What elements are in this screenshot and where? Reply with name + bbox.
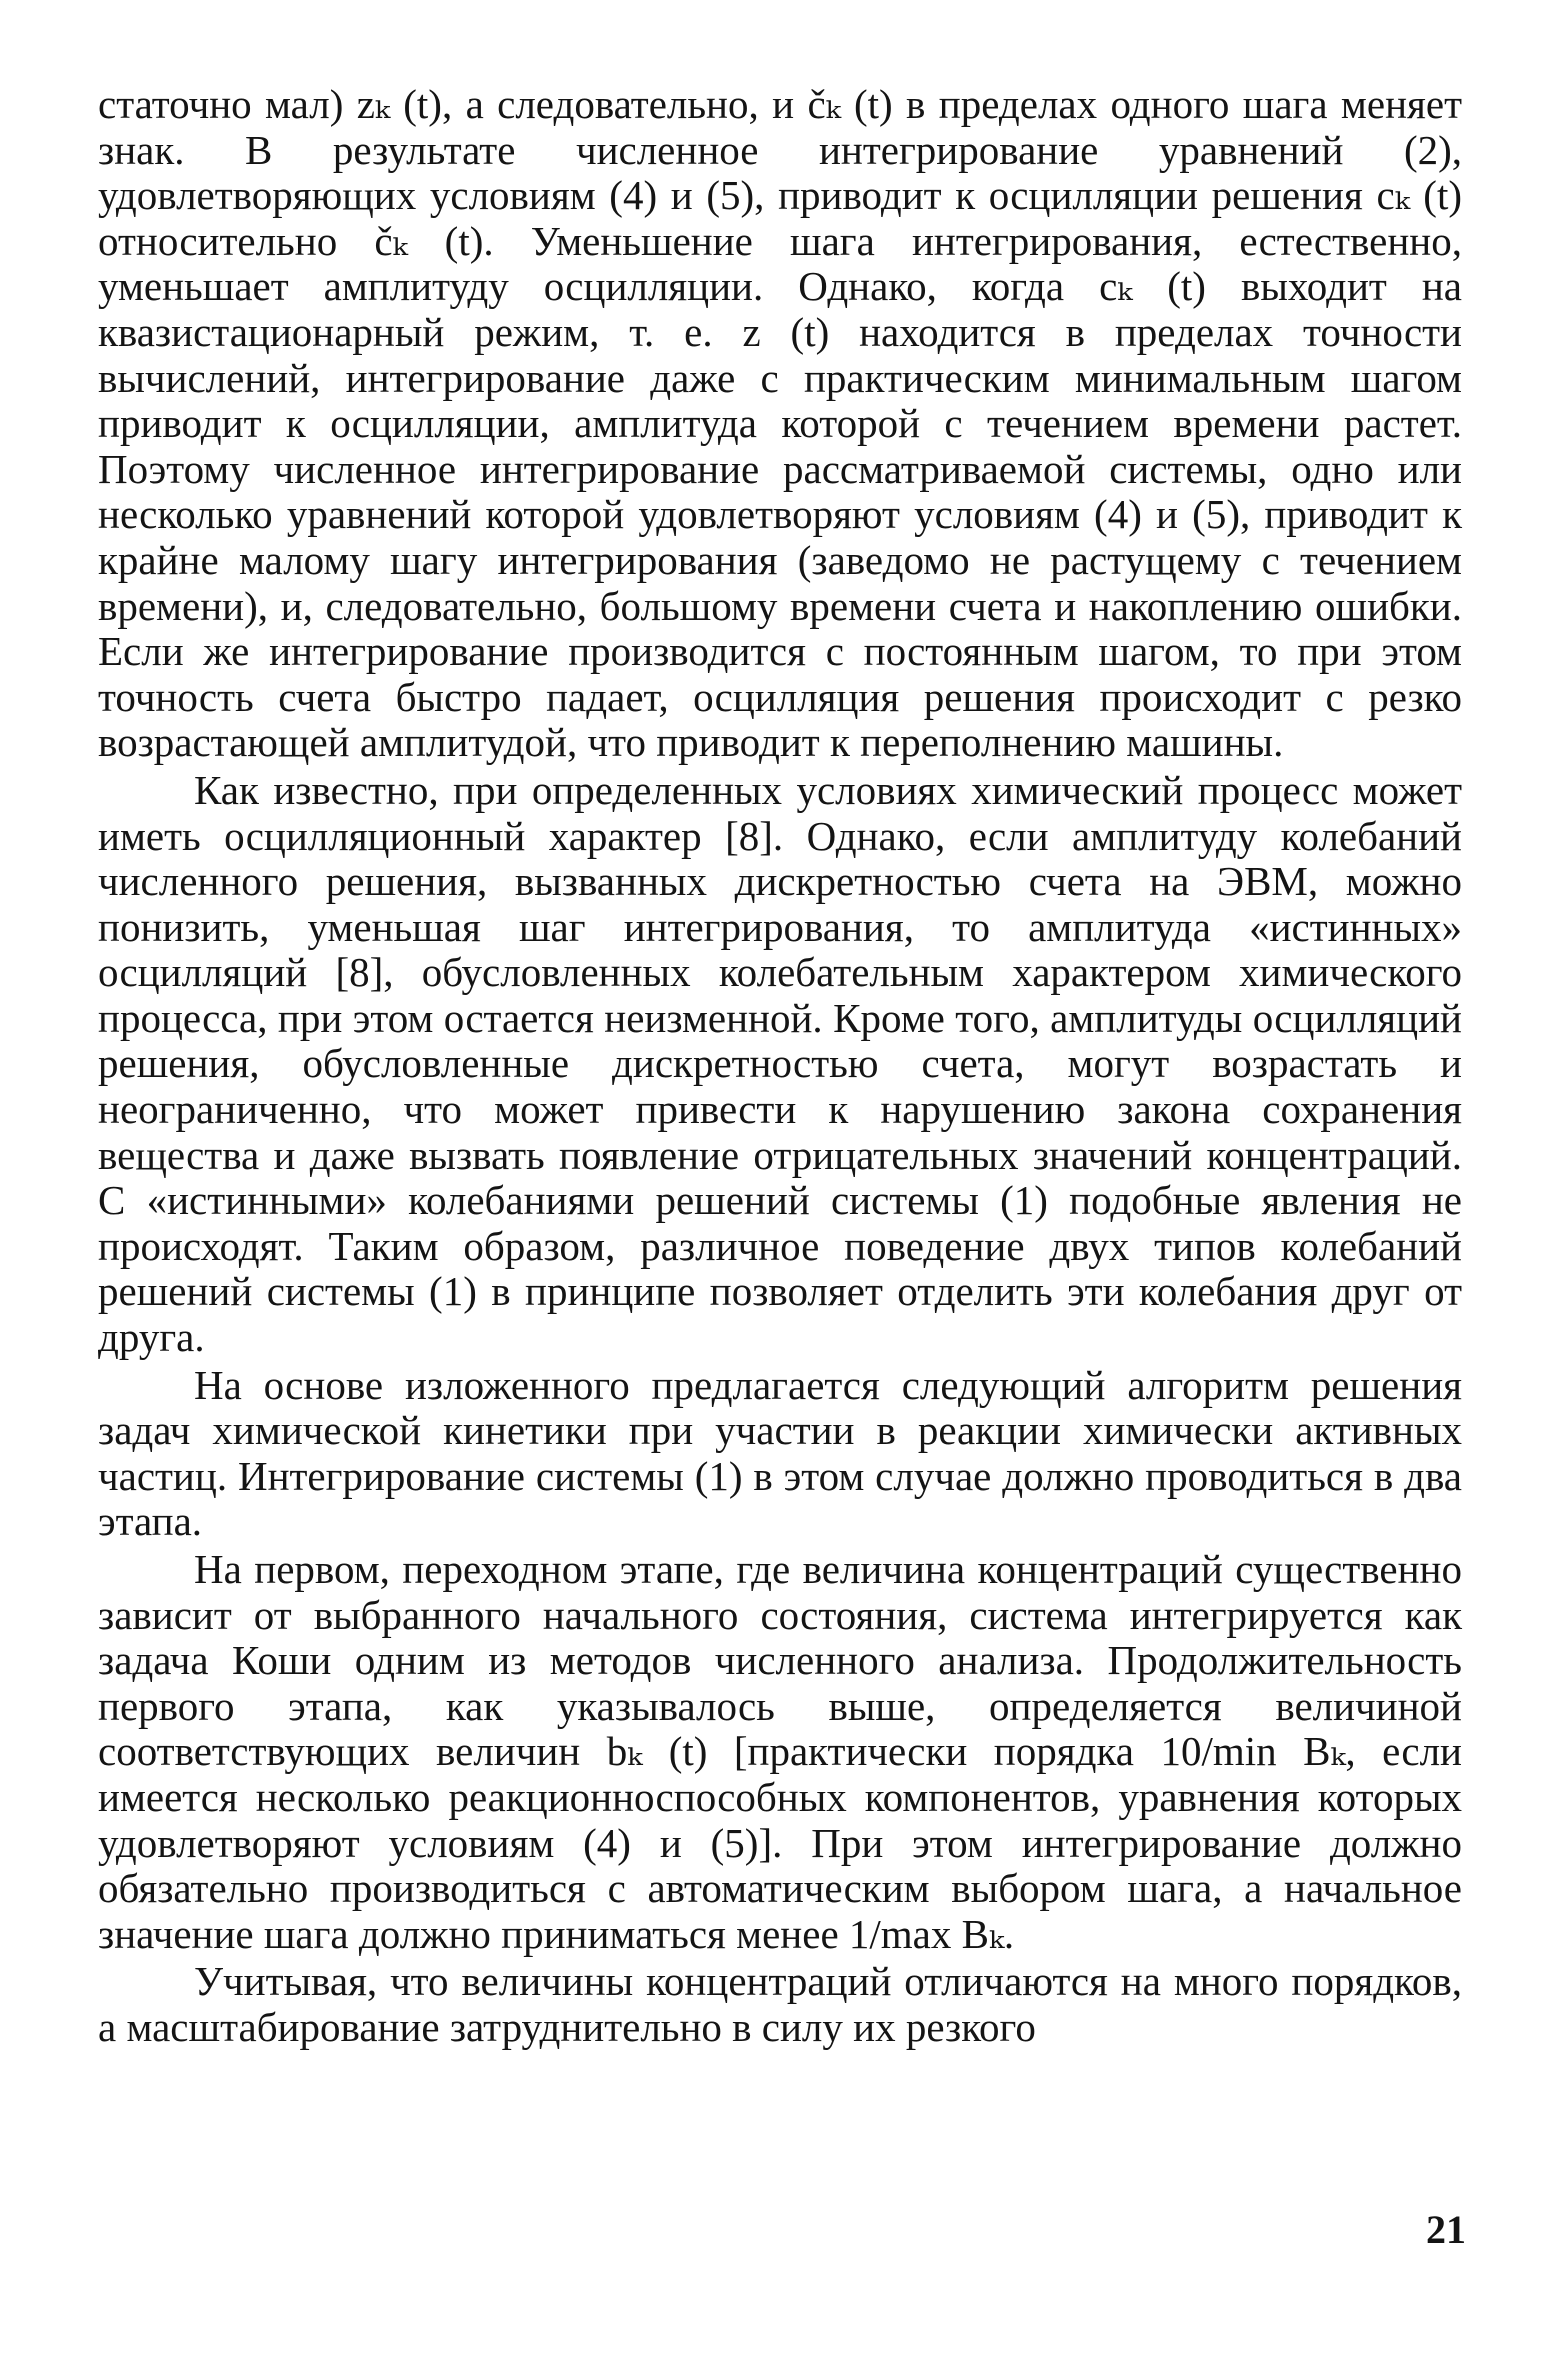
paragraph-1: статочно мал) zₖ (t), а следовательно, и čₖ (t) в пределах одного шага меняет знак. В результате численное интегрирование уравнений (2), удовлетворяющих условиям (4) и (5), приводит к осцилляции решения cₖ (t) относительно čₖ (t). Уменьшение шага интегрирования, естественно, уменьшает амплитуду осцилляции. Однако, когда cₖ (t) выходит на квазистационарный режим, т. е. z (t) находится в пределах точности вычислений, интегрирование даже с практическим минимальным шагом приводит к осцилляции, амплитуда которой с течением времени растет. Поэтому численное интегрирование рассматриваемой системы, одно или несколько уравнений которой удовлетворяют условиям (4) и (5), приводит к крайне малому шагу интегрирования (заведомо не растущему с течением времени), и, следовательно, большому времени счета и накоплению ошибки. Если же интегрирование производится с постоянным шагом, то при этом точность счета быстро падает, осцилляция решения происходит с резко возрастающей амплитудой, что приводит к переполнению машины.: [98, 81, 1462, 766]
paragraph-4: На первом, переходном этапе, где величина концентраций существенно зависит от выбранного начального состояния, система интегрируется как задача Коши одним из методов численного анализа. Продолжительность первого этапа, как указывалось выше, определяется величиной соответствующих величин bₖ (t) [практически порядка 10/min Bₖ, если имеется несколько реакционноспособных компонентов, уравнения которых удовлетворяют условиям (4) и (5)]. При этом интегрирование должно обязательно производиться с автоматическим выбором шага, а начальное значение шага должно приниматься менее 1/max Bₖ.: [98, 1546, 1462, 1957]
page-number: 21: [1426, 2207, 1466, 2252]
paragraph-2: Как известно, при определенных условиях химический процесс может иметь осцилляционный характер [8]. Однако, если амплитуду колебаний численного решения, вызванных дискретностью счета на ЭВМ, можно понизить, уменьшая шаг интегрирования, то амплитуда «истинных» осцилляций [8], обусловленных колебательным характером химического процесса, при этом остается неизменной. Кроме того, амплитуды осцилляций решения, обусловленные дискретностью счета, могут возрастать и неограниченно, что может привести к нарушению закона сохранения вещества и даже вызвать появление отрицательных значений концентраций. С «истинными» колебаниями решений системы (1) подобные явления не происходят. Таким образом, различное поведение двух типов колебаний решений системы (1) в принципе позволяет отделить эти колебания друг от друга.: [98, 766, 1462, 1361]
paragraph-3: На основе изложенного предлагается следующий алгоритм решения задач химической кинетики при участии в реакции химически активных частиц. Интегрирование системы (1) в этом случае должно проводиться в два этапа.: [98, 1361, 1462, 1545]
body-text: [98, 82, 1462, 2051]
paragraph-5: Учитывая, что величины концентраций отличаются на много порядков, а масштабирование затруднительно в силу их резкого: [98, 1958, 1462, 2050]
